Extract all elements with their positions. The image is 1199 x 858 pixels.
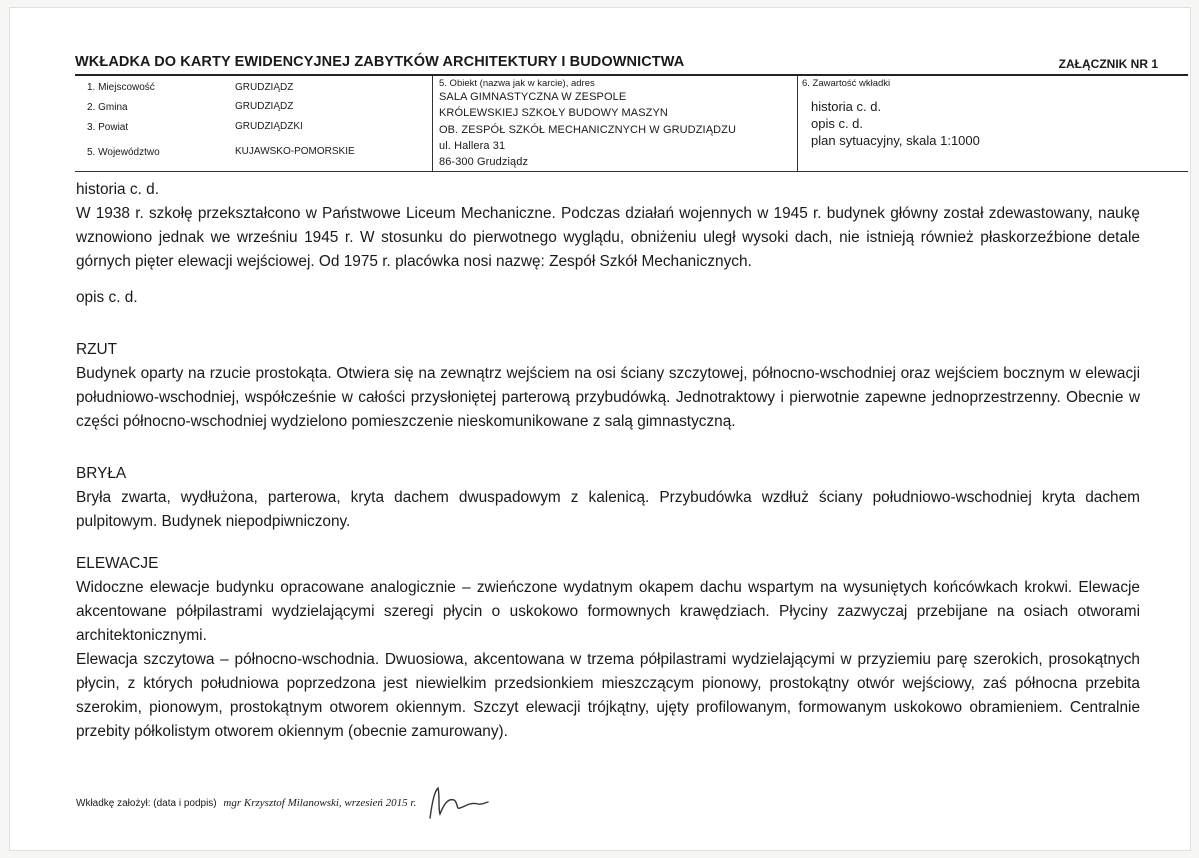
history-text: W 1938 r. szkołę przekształcono w Państwowe Liceum Mechaniczne. Podczas działań wojennych w 1945 r. budynek główny został zdewastowany, naukę wznowiono jednak we wrześniu 1945 r. W stosunku do pierwotnego wyglądu, obniżeniu uległ wysoki dach, nie istnieją również płaskorzeźbione detale górnych pięter elewacji wejściowej. Od 1975 r. placówka nosi nazwę: Zespół Szkół Mechanicznych. (76, 205, 1140, 270)
bryla-heading: BRYŁA (76, 465, 127, 482)
location-value: GRUDZIĄDZKI (235, 121, 303, 132)
signature-line (76, 796, 416, 811)
description-heading: opis c. d. (76, 289, 138, 306)
contents-item: plan sytuacyjny, skala 1:1000 (811, 133, 980, 148)
location-label: 2. Gmina (87, 102, 128, 113)
grid-bottom-rule (75, 171, 1188, 172)
annex-label: ZAŁĄCZNIK NR 1 (1058, 57, 1158, 71)
location-value: KUJAWSKO-POMORSKIE (235, 146, 355, 157)
location-label: 5. Województwo (87, 147, 160, 158)
location-value: GRUDZIĄDZ (235, 101, 294, 112)
document-body (76, 178, 1140, 744)
grid-divider (432, 76, 433, 172)
location-label: 3. Powiat (87, 122, 129, 133)
object-line: SALA GIMNASTYCZNA W ZESPOLE (439, 91, 627, 103)
bryla-text: Bryła zwarta, wydłużona, parterowa, kryta dachem dwuspadowym z kalenicą. Przybudówka wzdłuż ściany południowo-wschodniej kryta dachem pulpitowym. Budynek niepodpiwniczony. (76, 489, 1140, 530)
elewacje-text: Elewacja szczytowa – północno-wschodnia. Dwuosiowa, akcentowana w trzema półpilastrami wydzielającymi w przyziemiu parę szerokich, prosokątnych płycin, z których południowa poprzedzona jest niewielkim przedsionkiem mieszczącym pionowy, prostokątny otwór wejściowy, zaś północna przebita szerokim, pionowym, prostokątnym otworem okiennym. Szczyt elewacji trójkątny, ujęty profilowanym, formowanym uskokowo obramieniem. Centralnie przebity półkolistym otworem okiennym (obecnie zamurowany). (76, 651, 1140, 740)
contents-item: historia c. d. (811, 99, 882, 114)
elewacje-heading: ELEWACJE (76, 555, 159, 572)
grid-divider (797, 76, 798, 172)
contents-item: opis c. d. (811, 116, 864, 131)
signature-label: Wkładkę założył: (data i podpis) (76, 798, 217, 809)
rzut-heading: RZUT (76, 341, 118, 358)
object-heading: 5. Obiekt (nazwa jak w karcie), adres (439, 78, 595, 89)
history-heading: historia c. d. (76, 181, 159, 198)
object-line: 86-300 Grudziądz (439, 156, 529, 168)
object-line: OB. ZESPÓŁ SZKÓŁ MECHANICZNYCH W GRUDZIĄDZU (439, 124, 737, 136)
object-line: ul. Hallera 31 (439, 140, 506, 152)
rzut-text: Budynek oparty na rzucie prostokąta. Otwiera się na zewnątrz wejściem na osi ściany szczytowej, północno-wschodniej oraz wejściem bocznym w elewacji południowo-wschodniej, współcześnie w całości przysłoniętej parterową przybudówką. Jednotraktowy i pierwotnie zapewne jednoprzestrzenny. Obecnie w części północno-wschodniej wydzielono pomieszczenie nieskomunikowane z salą gimnastyczną. (76, 365, 1140, 430)
location-label: 1. Miejscowość (87, 82, 155, 93)
handwritten-signature (426, 784, 506, 820)
info-grid (75, 76, 1188, 172)
document-title: WKŁADKA DO KARTY EWIDENCYJNEJ ZABYTKÓW ARCHITEKTURY I BUDOWNICTWA (75, 54, 685, 70)
contents-heading: 6. Zawartość wkładki (802, 78, 891, 89)
author-name: mgr Krzysztof Milanowski, wrzesień 2015 r. (223, 797, 417, 809)
object-line: KRÓLEWSKIEJ SZKOŁY BUDOWY MASZYN (439, 107, 668, 119)
location-value: GRUDZIĄDZ (235, 82, 294, 93)
elewacje-text: Widoczne elewacje budynku opracowane analogicznie – zwieńczone wydatnym okapem dachu wspartym na wysuniętych końcówkach krokwi. Elewacje akcentowane półpilastrami wydzielającymi szeregi płycin o uskokowo formownych krawędziach. Płyciny zazwyczaj przebijane na osiach otworami architektonicznymi. (76, 579, 1140, 644)
